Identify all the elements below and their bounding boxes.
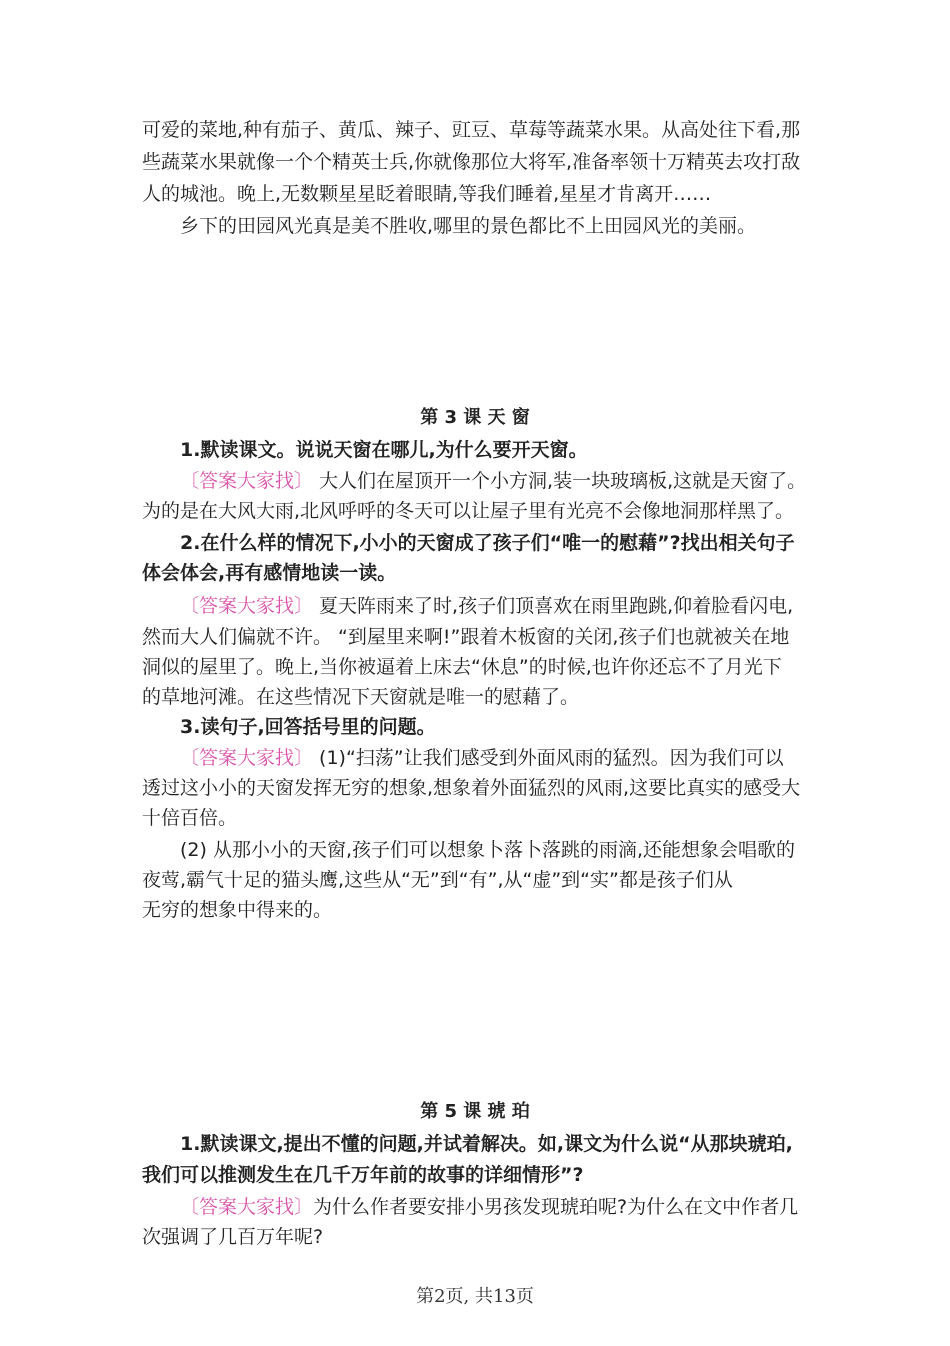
- lesson3-answer-1-cont: 为的是在大风大雨,北风呼呼的冬天可以让屋子里有光亮不会像地洞那样黑了。: [142, 500, 795, 522]
- lesson3-question-3: 3.读句子,回答括号里的问题。: [180, 716, 436, 738]
- lesson3-answer-3-cont: 透过这小小的天窗发挥无穷的想象,想象着外面猛烈的风雨,这要比真实的感受大: [142, 777, 801, 799]
- lesson3-answer-1: [180, 466, 850, 496]
- answer-text: (1)“扫荡”让我们感受到外面风雨的猛烈。因为我们可以: [313, 747, 784, 769]
- intro-line: 些蔬菜水果就像一个个精英士兵,你就像那位大将军,准备率领十万精英去攻打敌: [142, 151, 801, 173]
- answer-text: 夏天阵雨来了时,孩子们顶喜欢在雨里跑跳,仰着脸看闪电,: [313, 595, 794, 617]
- lesson3-answer-3b-cont: 夜莺,霸气十足的猫头鹰,这些从“无”到“有”,从“虚”到“实”都是孩子们从: [142, 869, 733, 891]
- intro-line: 人的城池。晚上,无数颗星星眨着眼睛,等我们睡着,星星才肯离开……: [142, 183, 712, 205]
- intro-line: 乡下的田园风光真是美不胜收,哪里的景色都比不上田园风光的美丽。: [180, 215, 757, 237]
- lesson3-answer-2: [180, 591, 850, 621]
- lesson5-answer-1: [180, 1192, 850, 1222]
- lesson3-question-2: 2.在什么样的情况下,小小的天窗成了孩子们“唯一的慰藉”?找出相关句子: [180, 532, 795, 554]
- answer-tag: 〔答案大家找〕: [180, 470, 314, 492]
- answer-tag: 〔答案大家找〕: [180, 1196, 314, 1218]
- page-number: 第2页, 共13页: [416, 1286, 534, 1307]
- lesson5-answer-1-cont: 次强调了几百万年呢?: [142, 1226, 324, 1248]
- lesson3-answer-3b: (2) 从那小小的天窗,孩子们可以想象卜落卜落跳的雨滴,还能想象会唱歌的: [180, 839, 796, 861]
- answer-text: 大人们在屋顶开一个小方洞,装一块玻璃板,这就是天窗了。: [313, 470, 807, 492]
- intro-line: 可爱的菜地,种有茄子、黄瓜、辣子、豇豆、草莓等蔬菜水果。从高处往下看,那: [142, 119, 801, 141]
- lesson3-question-1: 1.默读课文。说说天窗在哪儿,为什么要开天窗。: [180, 439, 588, 461]
- lesson3-question-2-cont: 体会体会,再有感情地读一读。: [142, 562, 397, 584]
- lesson3-title: 第 3 课 天 窗: [420, 407, 530, 428]
- answer-tag: 〔答案大家找〕: [180, 595, 314, 617]
- answer-tag: 〔答案大家找〕: [180, 747, 314, 769]
- lesson5-question-1-cont: 我们可以推测发生在几千万年前的故事的详细情形”?: [142, 1164, 584, 1186]
- lesson3-answer-3-cont: 十倍百倍。: [142, 807, 238, 829]
- answer-text: 为什么作者要安排小男孩发现琥珀呢?为什么在文中作者几: [313, 1196, 799, 1218]
- lesson5-question-1: 1.默读课文,提出不懂的问题,并试着解决。如,课文为什么说“从那块琥珀,: [180, 1133, 793, 1155]
- lesson3-answer-3: [180, 743, 850, 773]
- lesson3-answer-2-cont: 的草地河滩。在这些情况下天窗就是唯一的慰藉了。: [142, 686, 580, 708]
- lesson3-answer-2-cont: 然而大人们偏就不许。 “到屋里来啊!”跟着木板窗的关闭,孩子们也就被关在地: [142, 626, 790, 648]
- lesson5-title: 第 5 课 琥 珀: [420, 1101, 530, 1122]
- lesson3-answer-3b-cont: 无穷的想象中得来的。: [142, 899, 333, 921]
- lesson3-answer-2-cont: 洞似的屋里了。晚上,当你被逼着上床去“休息”的时候,也许你还忘不了月光下: [142, 656, 782, 678]
